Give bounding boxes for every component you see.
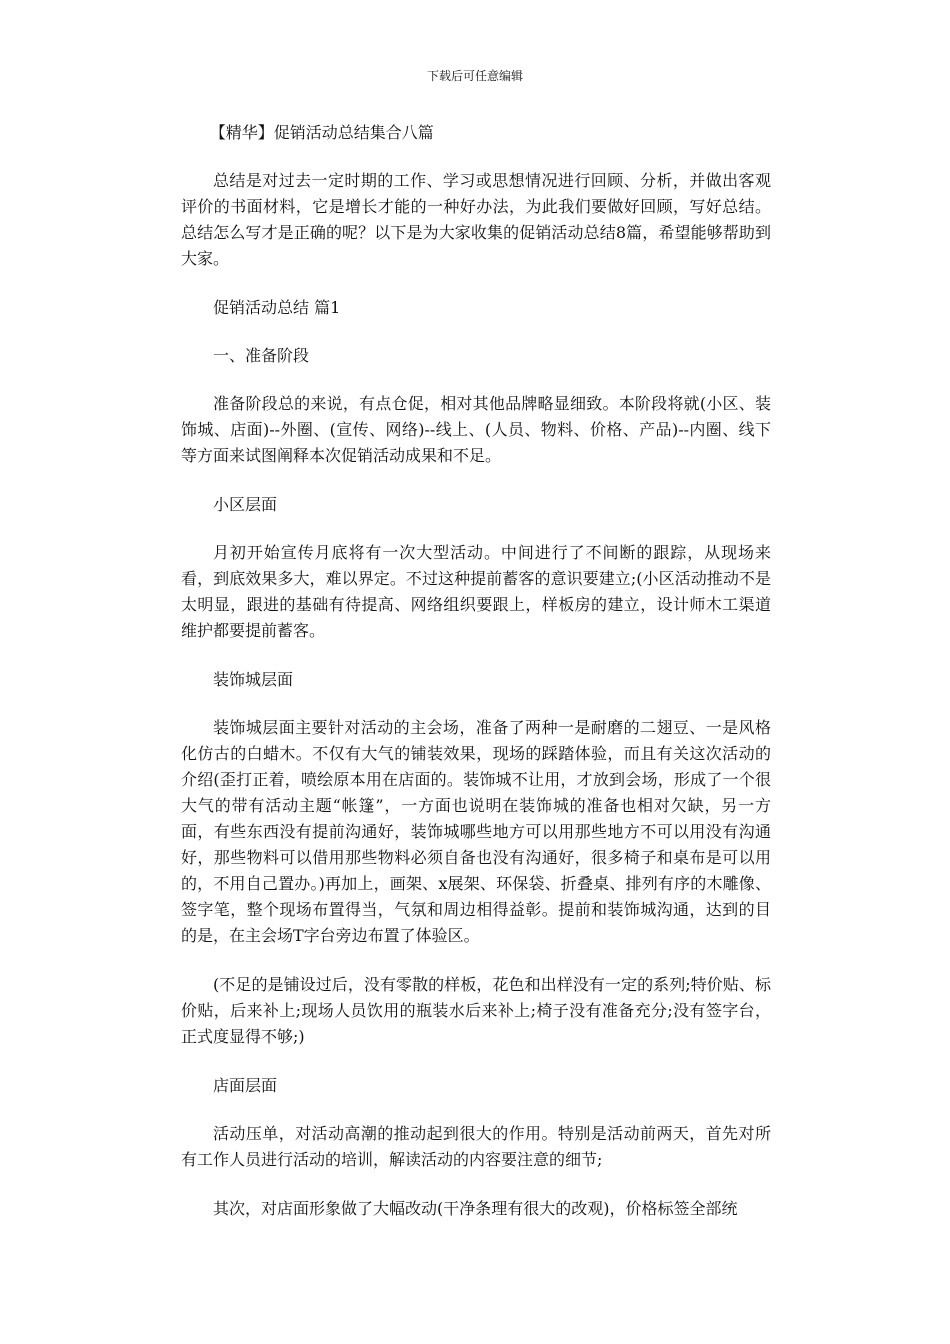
subheading-store: 店面层面: [213, 1076, 278, 1095]
subheading-community: 小区层面: [213, 495, 278, 514]
paragraph-community: 月初开始宣传月底将有一次大型活动。中间进行了不间断的跟踪，从现场来看，到底效果多大，难以界定。不过这种提前蓄客的意识要建立;(小区活动推动不是太明显，跟进的基础有待提高、网络组织要跟上，样板房的建立，设计师木工渠道维护都要提前蓄客。: [181, 543, 771, 640]
section-heading-1: 促销活动总结 篇1: [213, 298, 341, 317]
paragraph-store-1: 活动压单，对活动高潮的推动起到很大的作用。特别是活动前两天，首先对所有工作人员进行活动的培训，解读活动的内容要注意的细节;: [181, 1124, 771, 1169]
paragraph-intro: 总结是对过去一定时期的工作、学习或思想情况进行回顾、分析，并做出客观评价的书面材料，它是增长才能的一种好办法，为此我们要做好回顾，写好总结。总结怎么写才是正确的呢？以下是为大家收集的促销活动总结8篇，希望能够帮助到大家。: [181, 171, 771, 268]
document-title: 【精华】促销活动总结集合八篇: [209, 123, 434, 142]
subheading-decoration-city: 装饰城层面: [213, 670, 294, 689]
document-body: [181, 120, 771, 1245]
paragraph-shortcomings: (不足的是铺设过后，没有零散的样板，花色和出样没有一定的系列;特价贴、标价贴，后来补上;现场人员饮用的瓶装水后来补上;椅子没有准备充分;没有签字台，正式度显得不够;): [181, 975, 771, 1046]
page-header: 下载后可任意编辑: [426, 69, 523, 83]
subheading-preparation: 一、准备阶段: [213, 346, 310, 365]
paragraph-store-2: 其次，对店面形象做了大幅改动(干净条理有很大的改观)，价格标签全部统: [213, 1199, 738, 1218]
paragraph-decoration-city: 装饰城层面主要针对活动的主会场，准备了两种一是耐磨的二翅豆、一是风格化仿古的白蜡木。不仅有大气的铺装效果，现场的踩踏体验，而且有关这次活动的介绍(歪打正着，喷绘原本用在店面的。装饰城不让用，才放到会场，形成了一个很大气的带有活动主题“帐篷”，一方面也说明在装饰城的准备也相对欠缺，另一方面，有些东西没有提前沟通好，装饰城哪些地方可以用那些地方不可以用没有沟通好，那些物料可以借用那些物料必须自备也没有沟通好，很多椅子和桌布是可以用的，不用自己置办。)再加上，画架、x展架、环保袋、折叠桌、排列有序的木雕像、签字笔，整个现场布置得当，气氛和周边相得益彰。提前和装饰城沟通，达到的目的是，在主会场T字台旁边布置了体验区。: [181, 718, 771, 945]
paragraph-preparation: 准备阶段总的来说，有点仓促，相对其他品牌略显细致。本阶段将就(小区、装饰城、店面)--外圈、(宣传、网络)--线上、(人员、物料、价格、产品)--内圈、线下等方面来试图阐释本次促销活动成果和不足。: [181, 394, 771, 465]
